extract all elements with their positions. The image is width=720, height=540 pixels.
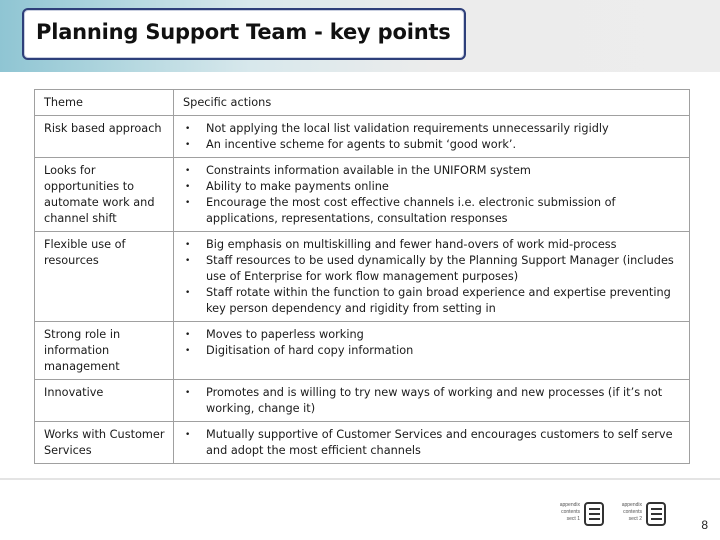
action-item: • Staff resources to be used dynamically by the Planning Support Manager (includes use of Enterprise for work flow management purposes) xyxy=(185,254,674,283)
action-item: • Staff rotate within the function to gain broad experience and expertise preventing key person dependency and rigidity from setting in xyxy=(185,286,671,315)
logo-caption: appendix contents sect 1 xyxy=(559,502,580,522)
bullet-icon: • xyxy=(185,330,191,340)
bullet-icon: • xyxy=(185,198,191,208)
theme-cell: Strong role in information management xyxy=(35,322,174,380)
table-row xyxy=(35,322,690,380)
action-item: • Constraints information available in the UNIFORM system xyxy=(185,164,531,177)
action-item: • Mutually supportive of Customer Services and encourages customers to self serve and adopt the most efficient channels xyxy=(185,428,673,457)
actions-cell xyxy=(174,232,690,322)
bullet-icon: • xyxy=(185,346,191,356)
table-row xyxy=(35,116,690,158)
bullet-icon: • xyxy=(185,166,191,176)
bullet-icon: • xyxy=(185,124,191,134)
bullet-icon: • xyxy=(185,140,191,150)
footer-divider xyxy=(0,478,720,480)
action-item: • Ability to make payments online xyxy=(185,180,389,193)
theme-cell: Works with Customer Services xyxy=(35,422,174,464)
actions-cell xyxy=(174,380,690,422)
bullet-icon: • xyxy=(185,182,191,192)
document-list-icon xyxy=(646,502,666,526)
bullet-icon: • xyxy=(185,430,191,440)
theme-cell: Looks for opportunities to automate work and channel shift xyxy=(35,158,174,232)
table-row xyxy=(35,380,690,422)
bullet-icon: • xyxy=(185,256,191,266)
actions-cell xyxy=(174,158,690,232)
actions-cell xyxy=(174,422,690,464)
theme-cell: Risk based approach xyxy=(35,116,174,158)
action-item: • Big emphasis on multiskilling and fewer hand-overs of work mid-process xyxy=(185,238,617,251)
key-points-table xyxy=(34,89,690,464)
appendix-contents-sect1-link[interactable] xyxy=(546,500,608,530)
action-item: • An incentive scheme for agents to submit ‘good work’. xyxy=(185,138,517,151)
action-item: • Not applying the local list validation requirements unnecessarily rigidly xyxy=(185,122,609,135)
action-item: • Encourage the most cost effective channels i.e. electronic submission of applications, representations, consultation responses xyxy=(185,196,616,225)
header-actions: Specific actions xyxy=(174,90,690,116)
title-box xyxy=(22,8,466,60)
actions-cell xyxy=(174,116,690,158)
theme-cell: Flexible use of resources xyxy=(35,232,174,322)
bullet-icon: • xyxy=(185,388,191,398)
table-header-row xyxy=(35,90,690,116)
action-item: • Moves to paperless working xyxy=(185,328,364,341)
actions-cell xyxy=(174,322,690,380)
theme-cell: Innovative xyxy=(35,380,174,422)
action-item: • Promotes and is willing to try new ways of working and new processes (if it’s not working, change it) xyxy=(185,386,663,415)
appendix-contents-sect2-link[interactable] xyxy=(608,500,670,530)
logo-caption: appendix contents sect 2 xyxy=(621,502,642,522)
slide-title: Planning Support Team - key points xyxy=(36,20,451,44)
bullet-icon: • xyxy=(185,240,191,250)
header-theme: Theme xyxy=(35,90,174,116)
table-row xyxy=(35,158,690,232)
table-row xyxy=(35,422,690,464)
document-list-icon xyxy=(584,502,604,526)
bullet-icon: • xyxy=(185,288,191,298)
page-number: 8 xyxy=(701,518,708,532)
table-row xyxy=(35,232,690,322)
action-item: • Digitisation of hard copy information xyxy=(185,344,414,357)
